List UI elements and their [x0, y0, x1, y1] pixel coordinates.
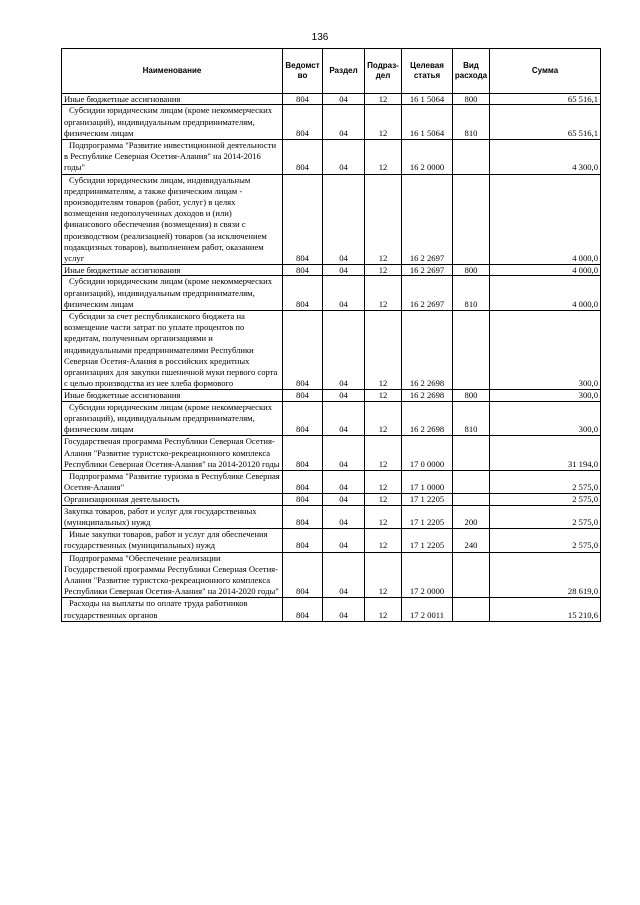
cell-celevaya: 17 2 0000	[402, 552, 453, 598]
table-row	[62, 311, 601, 390]
cell-summa: 4 000,0	[490, 276, 601, 311]
cell-razdel: 04	[323, 94, 365, 105]
cell-vid	[453, 311, 490, 390]
cell-razdel: 04	[323, 276, 365, 311]
cell-podrazdel: 12	[365, 174, 402, 265]
cell-podrazdel: 12	[365, 94, 402, 105]
cell-vid	[453, 470, 490, 493]
cell-celevaya: 16 2 2698	[402, 401, 453, 436]
cell-celevaya: 17 2 0011	[402, 598, 453, 621]
cell-name	[62, 529, 283, 552]
cell-vid	[453, 598, 490, 621]
cell-name-text: Подпрограмма "Развитие туризма в Республике Северная Осетия-Алания"	[64, 470, 280, 493]
cell-ved: 804	[283, 265, 323, 276]
cell-celevaya: 16 2 0000	[402, 139, 453, 174]
cell-vid	[453, 139, 490, 174]
cell-vid: 810	[453, 276, 490, 311]
cell-celevaya: 17 1 0000	[402, 470, 453, 493]
column-header-ved: Ведомст во	[283, 49, 323, 94]
cell-razdel: 04	[323, 598, 365, 621]
column-header-vid: Вид расхода	[453, 49, 490, 94]
cell-summa: 2 575,0	[490, 505, 601, 528]
cell-podrazdel: 12	[365, 552, 402, 598]
table-row	[62, 401, 601, 436]
cell-name-text: Субсидии юридическим лицам, индивидуальным предпринимателям, а также физическим лицам - производителям товаров (работ, услуг) в целях возмещения недополученных доходов и (или) финансового обеспечения (возмещения) в связи с производством (реализацией) товаров (за исключением подакцизных товаров), выполнением работ, оказанием услуг	[64, 174, 267, 263]
cell-name-text: Иные бюджетные ассигнования	[64, 390, 181, 401]
table-row	[62, 174, 601, 265]
cell-name	[62, 265, 283, 276]
cell-ved: 804	[283, 529, 323, 552]
cell-summa: 31 194,0	[490, 436, 601, 471]
cell-summa: 65 516,1	[490, 94, 601, 105]
column-header-celevaya: Целевая статья	[402, 49, 453, 94]
cell-summa: 300,0	[490, 311, 601, 390]
cell-podrazdel: 12	[365, 105, 402, 140]
cell-celevaya: 16 2 2697	[402, 276, 453, 311]
cell-ved: 804	[283, 494, 323, 505]
cell-celevaya: 16 1 5064	[402, 94, 453, 105]
cell-ved: 804	[283, 390, 323, 401]
cell-razdel: 04	[323, 390, 365, 401]
table-row	[62, 390, 601, 401]
cell-celevaya: 16 2 2697	[402, 265, 453, 276]
cell-razdel: 04	[323, 401, 365, 436]
table-row	[62, 470, 601, 493]
cell-podrazdel: 12	[365, 401, 402, 436]
cell-podrazdel: 12	[365, 139, 402, 174]
cell-vid: 200	[453, 505, 490, 528]
cell-name	[62, 390, 283, 401]
table-row	[62, 276, 601, 311]
cell-ved: 804	[283, 174, 323, 265]
cell-name-text: Подпрограмма "Обеспечение реализации Государственой программы Республики Северная Осетия-Алания "Развитие туристско-рекреационного комплекса Республики Северная Осетия-Алания" на 2014-2020 годы"	[64, 552, 279, 597]
cell-name	[62, 505, 283, 528]
column-header-podrazdel: Подраз- дел	[365, 49, 402, 94]
cell-name-text: Подпрограмма "Развитие инвестиционной деятельности в Республике Северная Осетия-Алания" на 2014-2016 годы"	[64, 139, 277, 173]
cell-razdel: 04	[323, 505, 365, 528]
table-header-row	[62, 49, 601, 94]
cell-razdel: 04	[323, 105, 365, 140]
cell-razdel: 04	[323, 139, 365, 174]
cell-name	[62, 470, 283, 493]
cell-podrazdel: 12	[365, 494, 402, 505]
cell-vid: 800	[453, 390, 490, 401]
budget-table	[61, 48, 601, 622]
cell-ved: 804	[283, 139, 323, 174]
column-header-name: Наименование	[62, 49, 283, 94]
cell-podrazdel: 12	[365, 505, 402, 528]
cell-vid: 810	[453, 105, 490, 140]
table-row	[62, 552, 601, 598]
cell-name	[62, 94, 283, 105]
cell-podrazdel: 12	[365, 529, 402, 552]
cell-name	[62, 105, 283, 140]
cell-vid: 800	[453, 265, 490, 276]
cell-name-text: Субсидии за счет республиканского бюджета на возмещение части затрат по уплате процентов по кредитам, полученным организациями и индивидуальными предпринимателями Республики Северная Осетия-Алания в российских кредитных организациях для закупки пшеничной муки первого сорта с целью производства из нее хлеба формового	[64, 311, 278, 389]
table-row	[62, 505, 601, 528]
cell-ved: 804	[283, 552, 323, 598]
cell-name-text: Расходы на выплаты по оплате труда работников государственных органов	[64, 598, 248, 620]
table-row	[62, 494, 601, 505]
cell-name	[62, 598, 283, 621]
cell-ved: 804	[283, 105, 323, 140]
cell-celevaya: 16 2 2698	[402, 390, 453, 401]
cell-ved: 804	[283, 598, 323, 621]
cell-name	[62, 311, 283, 390]
cell-razdel: 04	[323, 311, 365, 390]
cell-name-text: Субсидии юридическим лицам (кроме некоммерческих организаций), индивидуальным предпринимателям, физическим лицам	[64, 401, 273, 435]
cell-razdel: 04	[323, 436, 365, 471]
cell-ved: 804	[283, 505, 323, 528]
cell-name-text: Иные закупки товаров, работ и услуг для обеспечения государственных (муниципальных) нужд	[64, 529, 268, 551]
cell-summa: 15 210,6	[490, 598, 601, 621]
table-row	[62, 265, 601, 276]
cell-podrazdel: 12	[365, 436, 402, 471]
cell-ved: 804	[283, 470, 323, 493]
cell-name	[62, 174, 283, 265]
table-row	[62, 436, 601, 471]
table-row	[62, 139, 601, 174]
cell-celevaya: 16 2 2698	[402, 311, 453, 390]
page-number: 136	[311, 32, 329, 43]
cell-summa: 300,0	[490, 390, 601, 401]
table-row	[62, 529, 601, 552]
cell-summa: 65 516,1	[490, 105, 601, 140]
cell-name-text: Иные бюджетные ассигнования	[64, 265, 181, 276]
cell-razdel: 04	[323, 529, 365, 552]
column-header-razdel: Раздел	[323, 49, 365, 94]
table-row	[62, 105, 601, 140]
cell-name-text: Субсидии юридическим лицам (кроме некоммерческих организаций), индивидуальным предпринимателям, физическим лицам	[64, 105, 273, 138]
cell-celevaya: 16 2 2697	[402, 174, 453, 265]
cell-razdel: 04	[323, 265, 365, 276]
table-row	[62, 94, 601, 105]
cell-celevaya: 17 1 2205	[402, 494, 453, 505]
cell-ved: 804	[283, 311, 323, 390]
cell-name	[62, 436, 283, 471]
cell-ved: 804	[283, 94, 323, 105]
cell-podrazdel: 12	[365, 390, 402, 401]
cell-celevaya: 17 1 2205	[402, 529, 453, 552]
cell-ved: 804	[283, 276, 323, 311]
cell-celevaya: 17 1 2205	[402, 505, 453, 528]
cell-vid: 810	[453, 401, 490, 436]
cell-vid: 800	[453, 94, 490, 105]
cell-name-text: Организационная деятельность	[64, 494, 180, 505]
cell-podrazdel: 12	[365, 470, 402, 493]
column-header-summa: Сумма	[490, 49, 601, 94]
cell-podrazdel: 12	[365, 276, 402, 311]
cell-name	[62, 552, 283, 598]
cell-summa: 28 619,0	[490, 552, 601, 598]
cell-vid: 240	[453, 529, 490, 552]
cell-razdel: 04	[323, 494, 365, 505]
cell-celevaya: 16 1 5064	[402, 105, 453, 140]
cell-vid	[453, 436, 490, 471]
cell-razdel: 04	[323, 470, 365, 493]
cell-name-text: Иные бюджетные ассигнования	[64, 94, 181, 104]
cell-summa: 2 575,0	[490, 494, 601, 505]
cell-vid	[453, 174, 490, 265]
cell-name	[62, 276, 283, 311]
cell-summa: 4 300,0	[490, 139, 601, 174]
cell-podrazdel: 12	[365, 311, 402, 390]
cell-celevaya: 17 0 0000	[402, 436, 453, 471]
cell-podrazdel: 12	[365, 598, 402, 621]
cell-razdel: 04	[323, 174, 365, 265]
cell-name-text: Закупка товаров, работ и услуг для государственных (муниципальных) нужд	[64, 505, 257, 527]
table-row	[62, 598, 601, 621]
cell-vid	[453, 552, 490, 598]
cell-name	[62, 401, 283, 436]
cell-name-text: Государственая программа Республики Северная Осетия-Алания "Развитие туристско-рекреационного комплекса Республики Северная Осетия-Алания" на 2014-20120 годы	[64, 436, 280, 469]
cell-summa: 2 575,0	[490, 529, 601, 552]
cell-name	[62, 139, 283, 174]
cell-summa: 4 000,0	[490, 174, 601, 265]
cell-ved: 804	[283, 401, 323, 436]
cell-podrazdel: 12	[365, 265, 402, 276]
cell-ved: 804	[283, 436, 323, 471]
cell-name-text: Субсидии юридическим лицам (кроме некоммерческих организаций), индивидуальным предпринимателям, физическим лицам	[64, 276, 273, 309]
cell-vid	[453, 494, 490, 505]
cell-razdel: 04	[323, 552, 365, 598]
cell-name	[62, 494, 283, 505]
cell-summa: 4 000,0	[490, 265, 601, 276]
cell-summa: 2 575,0	[490, 470, 601, 493]
cell-summa: 300,0	[490, 401, 601, 436]
